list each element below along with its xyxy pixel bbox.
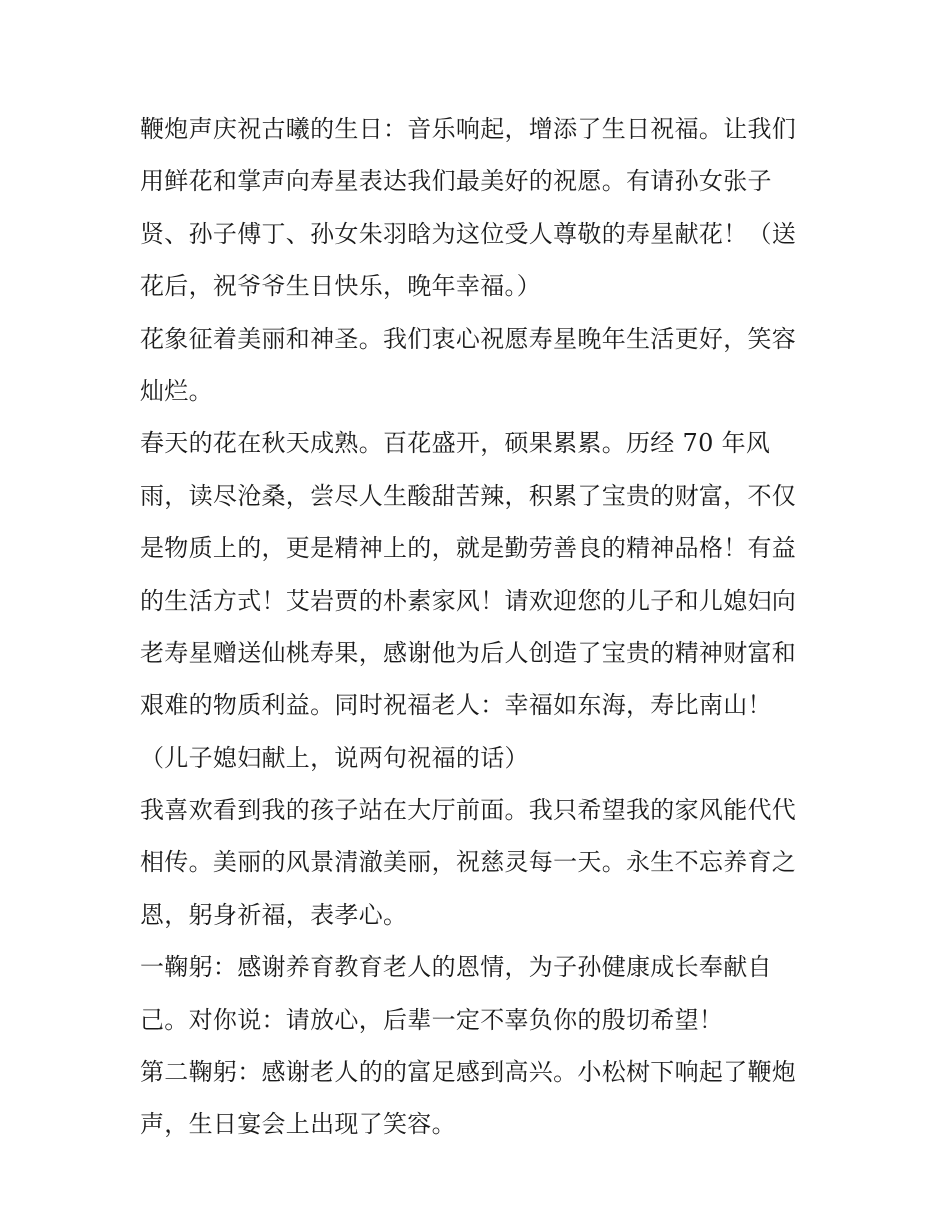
text-line: 我喜欢看到我的孩子站在大厅前面。我只希望我的家风能代代 — [140, 796, 797, 825]
document-body — [140, 103, 812, 1151]
text-line: 声，生日宴会上出现了笑容。 — [140, 1110, 456, 1139]
text-line: 灿烂。 — [140, 376, 213, 405]
text-line: 艰难的物质利益。同时祝福老人：幸福如东海，寿比南山！ — [140, 691, 772, 720]
text-line: 用鲜花和掌声向寿星表达我们最美好的祝愿。有请孙女张子 — [140, 167, 772, 196]
text-line: 雨，读尽沧桑，尝尽人生酸甜苦辣，积累了宝贵的财富，不仅 — [140, 481, 797, 510]
text-line: 贤、孙子傅丁、孙女朱羽晗为这位受人尊敬的寿星献花！（送 — [140, 219, 797, 248]
text-line: 是物质上的，更是精神上的，就是勤劳善良的精神品格！有益 — [140, 534, 797, 563]
text-line: 的生活方式！艾岩贾的朴素家风！请欢迎您的儿子和儿媳妇向 — [140, 586, 797, 615]
text-line: 鞭炮声庆祝古曦的生日：音乐响起，增添了生日祝福。让我们 — [140, 115, 797, 143]
text-line: 老寿星赠送仙桃寿果，感谢他为后人创造了宝贵的精神财富和 — [140, 638, 797, 667]
text-line: 相传。美丽的风景清澈美丽，祝慈灵每一天。永生不忘养育之 — [140, 848, 797, 877]
text-line: （儿子媳妇献上，说两句祝福的话） — [140, 743, 529, 772]
text-line: 己。对你说：请放心，后辈一定不辜负你的殷切希望！ — [140, 1005, 724, 1034]
text-line: 第二鞠躬：感谢老人的的富足感到高兴。小松树下响起了鞭炮 — [140, 1058, 797, 1087]
text-line: 花后，祝爷爷生日快乐，晚年幸福。） — [140, 272, 542, 301]
text-line: 恩，躬身祈福，表孝心。 — [140, 900, 408, 929]
text-line: 春天的花在秋天成熟。百花盛开，硕果累累。历经 70 年风 — [140, 429, 771, 458]
text-line: 花象征着美丽和神圣。我们衷心祝愿寿星晚年生活更好，笑容 — [140, 324, 797, 353]
text-line: 一鞠躬：感谢养育教育老人的恩情，为子孙健康成长奉献自 — [140, 953, 772, 982]
